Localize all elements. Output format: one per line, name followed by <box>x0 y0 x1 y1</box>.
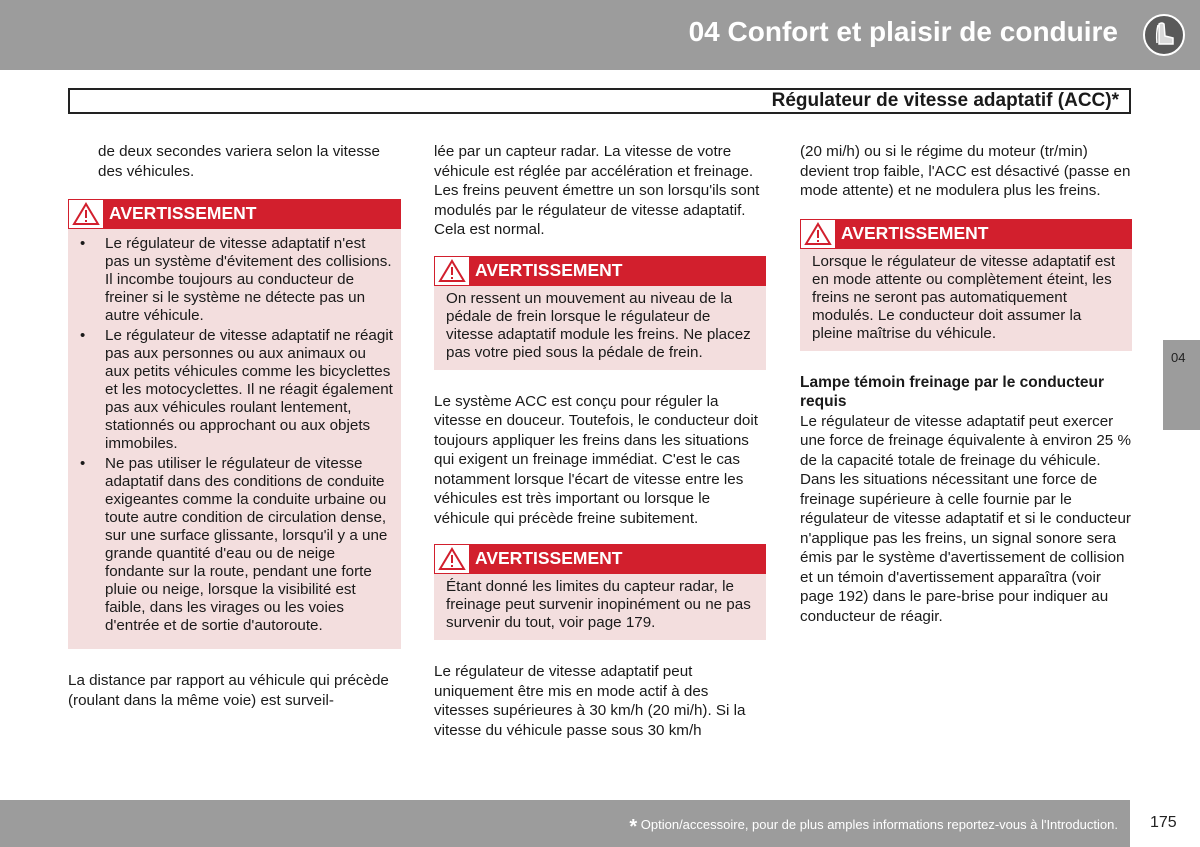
warning-box-3 <box>434 544 766 640</box>
side-tab-label: 04 <box>1171 350 1186 365</box>
warning-label: AVERTISSEMENT <box>841 222 989 243</box>
warning-label: AVERTISSEMENT <box>475 259 623 280</box>
col1-intro: de deux secondes variera selon la vitesse des véhicules. <box>98 143 380 180</box>
subheading: Lampe témoin freinage par le conducteur requis <box>800 373 1105 410</box>
footnote-text: Option/accessoire, pour de plus amples informations reportez-vous à l'Introduction. <box>640 817 1118 832</box>
chapter-title: 04 Confort et plaisir de conduire <box>688 16 1118 47</box>
col1-outro: La distance par rapport au véhicule qui précède (roulant dans la même voie) est surveil- <box>68 672 389 709</box>
chapter-side-tab <box>1163 340 1200 430</box>
warning-bullet-list <box>76 235 393 635</box>
warning-label: AVERTISSEMENT <box>475 548 623 568</box>
footer-bar <box>0 800 1130 847</box>
column-1 <box>68 142 401 710</box>
footnote-asterisk: * <box>629 816 638 838</box>
warning-body: Étant donné les limites du capteur radar, le freinage peut survenir inopinément ou ne pas survenir du tout, voir page 179. <box>434 574 766 640</box>
warning-triangle-icon <box>804 222 832 246</box>
list-item: • Ne pas utiliser le régulateur de vitesse adaptatif dans des conditions de conduite exigeantes comme la conduite urbaine ou toute autre condition de circulation dense, sur une surface glissante, lorsqu'il y a une grande quantité d'eau ou de neige fondante sur la route, pendant une forte pluie ou neige, lorsque la visibilité est faible, dans les virages ou les voies d'entrée et de sortie d'autoroute. <box>76 455 393 635</box>
col2-intro: lée par un capteur radar. La vitesse de votre véhicule est réglée par accélération et freinage. Les freins peuvent émettre un son lorsqu'ils sont modulés par le régulateur de vitesse adaptatif. Cela est normal. <box>434 143 760 238</box>
warning-triangle-icon <box>438 547 466 571</box>
warning-box-2 <box>434 256 766 370</box>
warning-header <box>68 199 401 229</box>
warning-box-1 <box>68 199 401 649</box>
header-bar <box>0 0 1200 70</box>
page-number: 175 <box>1150 814 1177 831</box>
warning-triangle-icon <box>438 259 466 283</box>
warning-body: Lorsque le régulateur de vitesse adaptatif est en mode attente ou complètement éteint, les freins ne seront pas automatiquement modulés. Le conducteur doit assumer la pleine maîtrise du véhicule. <box>800 249 1132 351</box>
list-item: • Le régulateur de vitesse adaptatif ne réagit pas aux personnes ou aux animaux ou aux petits véhicules comme les bicyclettes et les motocyclettes. Il ne réagit également pas aux véhicules roulant lentement, stationnés ou approchant ou aux objets immobiles. <box>76 327 393 453</box>
footnote <box>629 816 1118 839</box>
warning-body <box>68 229 401 649</box>
column-2 <box>434 142 766 740</box>
warning-header <box>434 256 766 286</box>
section-header-box <box>68 88 1131 114</box>
warning-header <box>800 219 1132 249</box>
col3-paragraph: Le régulateur de vitesse adaptatif peut exercer une force de freinage équivalente à environ 25 % de la capacité totale de freinage du véhicule. Dans les situations nécessitant une force de freinage supérieure à celle fournie par le régulateur de vitesse adaptatif et si le conducteur n'applique pas les freins, un signal sonore sera émis par le système d'avertissement de collision et un témoin d'avertissement apparaîtra (voir page 192) dans le pare-brise pour indiquer au conducteur de réagir. <box>800 412 1131 625</box>
col2-paragraph: Le système ACC est conçu pour réguler la vitesse en douceur. Toutefois, le conducteur doit toujours appliquer les freins dans les situations qui exigent un freinage immédiat. C'est le cas notamment lorsque l'écart de vitesse entre les véhicules est très important ou lorsque le véhicule qui précède freine subitement. <box>434 392 758 527</box>
section-title: Régulateur de vitesse adaptatif (ACC)* <box>771 90 1119 111</box>
warning-box-4 <box>800 219 1132 351</box>
column-3 <box>800 142 1132 626</box>
warning-triangle-icon <box>72 202 100 226</box>
warning-label: AVERTISSEMENT <box>109 203 257 223</box>
col3-intro: (20 mi/h) ou si le régime du moteur (tr/min) devient trop faible, l'ACC est désactivé (passe en mode attente) et ne modulera plus les freins. <box>800 143 1131 199</box>
warning-body: On ressent un mouvement au niveau de la pédale de frein lorsque le régulateur de vitesse adaptatif module les freins. Ne placez pas votre pied sous la pédale de frein. <box>434 286 766 370</box>
warning-header <box>434 544 766 574</box>
seat-icon <box>1143 14 1185 56</box>
col2-paragraph: Le régulateur de vitesse adaptatif peut uniquement être mis en mode actif à des vitesses supérieures à 30 km/h (20 mi/h). Si la vitesse du véhicule passe sous 30 km/h <box>434 663 746 739</box>
list-item: • Le régulateur de vitesse adaptatif n'est pas un système d'évitement des collisions. Il incombe toujours au conducteur de freiner si le système ne détecte pas un autre véhicule. <box>76 235 393 325</box>
